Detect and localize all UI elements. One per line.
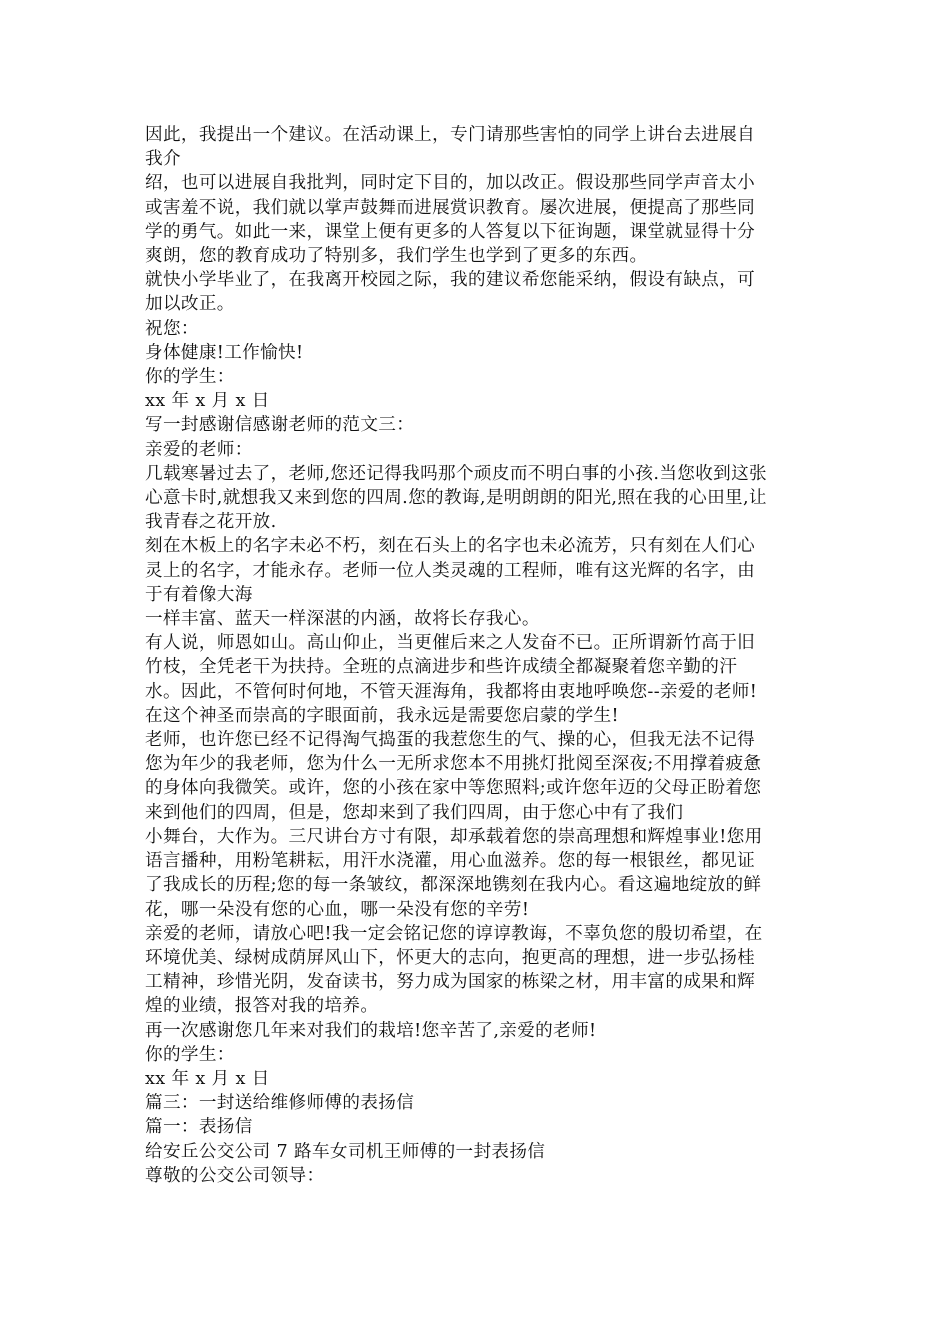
text-line: 你的学生：	[145, 367, 235, 388]
text-line: 灵上的名字，才能永存。老师一位人类灵魂的工程师，唯有这光辉的名字，由	[145, 560, 756, 581]
text-line: 亲爱的老师：	[145, 439, 253, 460]
text-line: 身体健康!工作愉快!	[145, 342, 304, 363]
text-line: 或害羞不说，我们就以掌声鼓舞而进展赏识教育。屡次进展，便提高了那些同	[145, 197, 756, 218]
text-line: 学的勇气。如此一来，课堂上便有更多的人答复以下征询题，课堂就显得十分	[145, 221, 756, 242]
text-line: 工精神，珍惜光阴，发奋读书，努力成为国家的栋梁之材，用丰富的成果和辉	[145, 972, 756, 993]
text-line: 有人说，师恩如山。高山仰止，当更催后来之人发奋不已。正所谓新竹高于旧	[145, 633, 756, 654]
text-line: 来到他们的四周，但是，您却来到了我们四周，由于您心中有了我们	[145, 802, 684, 823]
text-line: 的身体向我微笑。或许，您的小孩在家中等您照料;或许您年迈的父母正盼着您	[145, 778, 762, 799]
text-line: 语言播种，用粉笔耕耘，用汗水浇灌，用心血滋养。您的每一根银丝，都见证	[145, 851, 756, 872]
text-line: 因此，我提出一个建议。在活动课上，专门请那些害怕的同学上讲台去进展自	[145, 125, 756, 145]
text-line: 了我成长的历程;您的每一条皱纹，都深深地镌刻在我内心。看这遍地绽放的鲜	[145, 875, 762, 896]
text-line: 加以改正。	[145, 294, 235, 315]
text-line: 再一次感谢您几年来对我们的栽培!您辛苦了,亲爱的老师!	[145, 1020, 597, 1041]
text-line: 心意卡时,就想我又来到您的四周.您的教诲,是明朗朗的阳光,照在我的心田里,让	[145, 488, 767, 509]
text-line: 于有着像大海	[145, 584, 253, 605]
text-line: 小舞台，大作为。三尺讲台方寸有限，却承载着您的崇高理想和辉煌事业!您用	[145, 826, 763, 847]
text-line: 尊敬的公交公司领导：	[145, 1165, 325, 1186]
text-line: 我青春之花开放.	[145, 512, 277, 533]
text-line: 环境优美、绿树成荫屏风山下，怀更大的志向，抱更高的理想，进一步弘扬桂	[145, 947, 756, 968]
text-line: 您为年少的我老师，您为什么一无所求您本不用挑灯批阅至深夜;不用撑着疲惫	[145, 754, 762, 775]
text-line: 祝您：	[145, 318, 199, 339]
text-line: xx 年 x 月 x 日	[145, 391, 270, 412]
text-line: 几载寒暑过去了，老师,您还记得我吗那个顽皮而不明白事的小孩.当您收到这张	[145, 463, 767, 484]
text-line: 水。因此，不管何时何地，不管天涯海角，我都将由衷地呼唤您--亲爱的老师!	[145, 681, 758, 702]
text-line: 竹枝，全凭老干为扶持。全班的点滴进步和些许成绩全都凝聚着您辛勤的汗	[145, 657, 738, 678]
text-line: 我介	[145, 149, 181, 170]
text-line: 刻在木板上的名字未必不朽，刻在石头上的名字也未必流芳，只有刻在人们心	[145, 536, 756, 557]
text-line: 老师，也许您已经不记得淘气捣蛋的我惹您生的气、操的心，但我无法不记得	[145, 730, 756, 751]
text-line: 一样丰富、蓝天一样深湛的内涵，故将长存我心。	[145, 609, 540, 630]
text-line: 绍，也可以进展自我批判，同时定下目的，加以改正。假设那些同学声音太小	[145, 173, 756, 194]
text-line: 花，哪一朵没有您的心血，哪一朵没有您的辛劳!	[145, 899, 530, 920]
text-line: 就快小学毕业了，在我离开校园之际，我的建议希您能采纳，假设有缺点，可	[145, 270, 756, 291]
text-line: 在这个神圣而崇高的字眼面前，我永远是需要您启蒙的学生!	[145, 705, 619, 726]
text-line: 给安丘公交公司 7 路车女司机王师傅的一封表扬信	[145, 1141, 546, 1162]
text-line: 写一封感谢信感谢老师的范文三：	[145, 415, 415, 436]
text-line: 煌的业绩，报答对我的培养。	[145, 996, 379, 1017]
text-line: 你的学生：	[145, 1044, 235, 1065]
text-line: 篇三：一封送给维修师傅的表扬信	[145, 1093, 415, 1114]
document-body	[145, 123, 813, 1188]
text-line: 篇一：表扬信	[145, 1117, 253, 1138]
text-line: 亲爱的老师，请放心吧!我一定会铭记您的谆谆教诲，不辜负您的殷切希望，在	[145, 923, 763, 944]
text-line: 爽朗，您的教育成功了特别多，我们学生也学到了更多的东西。	[145, 246, 648, 267]
text-line: xx 年 x 月 x 日	[145, 1068, 270, 1089]
